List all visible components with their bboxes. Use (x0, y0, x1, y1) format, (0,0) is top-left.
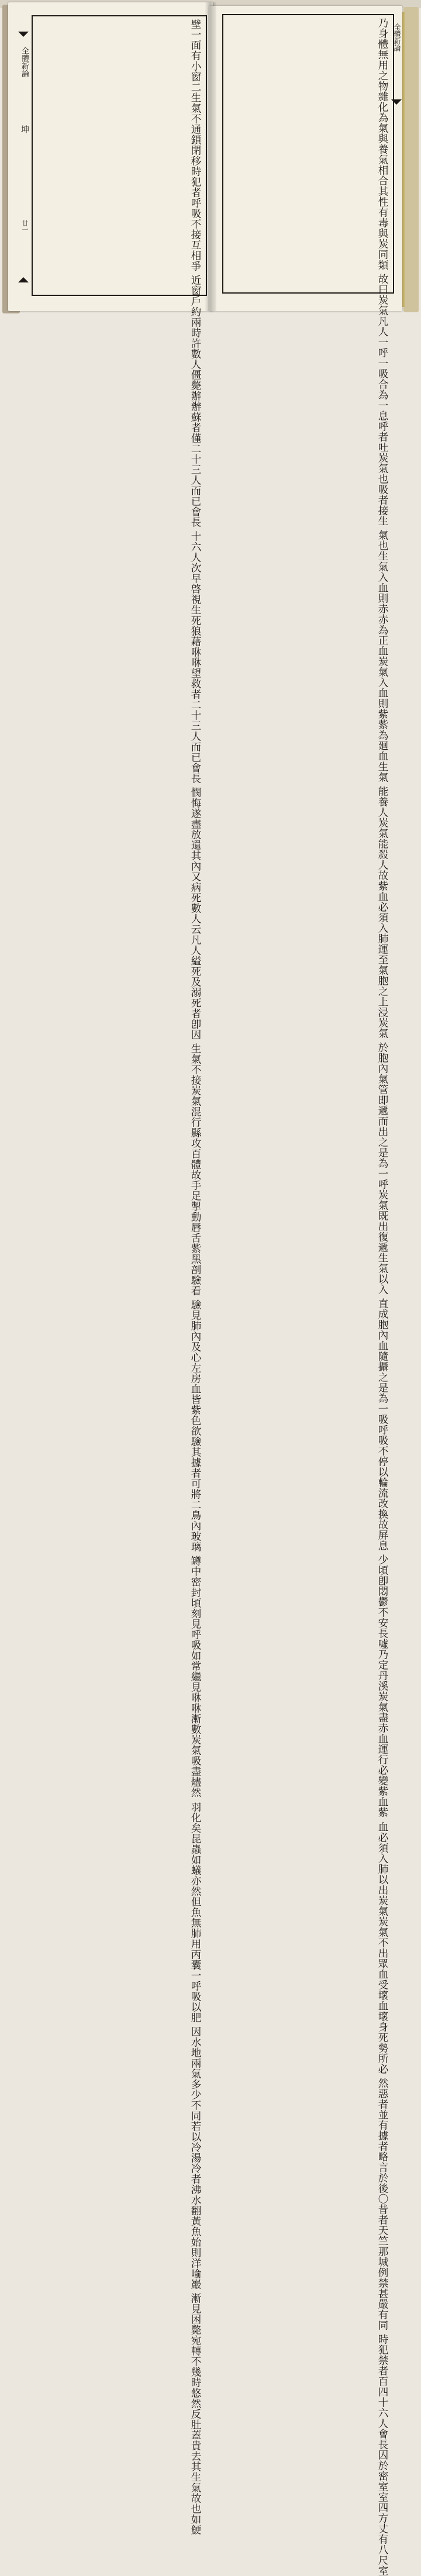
left-text-columns (186, 19, 203, 2535)
text-column: 漸見困斃宛轉不幾時悠然反肚蓋貴去其生氣故也如鯁 (189, 2292, 201, 2535)
text-column: 氣也生氣入血則赤赤為正血炭氣入血則紫紫為廻血生氣 (377, 530, 388, 783)
text-column: 乃身體無用之物雜化為氣與養氣相合其性有毒與炭同類 (377, 18, 388, 270)
left-margin-title: 全體新論 (20, 47, 29, 77)
fishtail-bottom-mark (18, 277, 29, 282)
volume-mark: 坤 (20, 125, 29, 133)
text-column: 於胞內氣管即遞而出之是為一呼炭氣既出復遞生氣以入 (377, 1042, 388, 1295)
text-column: 十六人次早啓視生死狼藉咻咻望救者二十三人而已會長 (189, 531, 201, 784)
text-column: 生氣不接炭氣混行縣攻百體故手足掣動唇舌紫黑剖驗看 (189, 1043, 201, 1296)
text-column: 驗見肺內及心左房血皆紫色欲驗其據者可將二鳥內玻璃 (189, 1299, 201, 1553)
leaf-number: 廿一 (21, 220, 29, 233)
text-column: 血必須入肺以出炭氣炭氣不出眾血受壞血壞身死勢所必 (377, 1821, 388, 2074)
right-margin-title: 全體新論 (393, 23, 401, 51)
text-column: 時犯禁者百四十六人會長囚於密室室四方丈有八尺室 (377, 2333, 388, 2576)
text-column: 罇中密封頃刻見呼吸如常繼見咻咻漸數炭氣吸盡燼然 (189, 1556, 201, 1798)
text-column: 能養人炭氣能殺人故紫血必須入肺運至氣胞之上浸炭氣 (377, 786, 388, 1039)
left-page (8, 2, 213, 2535)
text-column: 近窗戶約兩時許數人僵斃辦辦蘇者僅二十三人而已會長 (189, 275, 201, 528)
fishtail-top-mark-right (391, 99, 402, 105)
left-text-frame (32, 15, 207, 2535)
text-column: 直成胞內血隨攝之是為一吸呼吸不停以輪流改換故屏息 (377, 1298, 388, 1551)
text-column: 因水地兩氣多少不同若以冷湯冷者沸水翻黃魚始則洋喻巖 (189, 2026, 201, 2289)
text-column: 然惡者並有據者略言於後〇昔者天竺那城例禁甚嚴有同 (377, 2077, 388, 2330)
text-column: 憫悔遂盡放還其內又病死數人云凡人縊死及溺死者卽因 (189, 787, 201, 1040)
book-gutter (205, 2, 216, 311)
right-page (209, 6, 402, 2576)
text-column: 羽化矣昆蟲如蟻亦然但魚無肺用丙囊一呼吸以肥 (189, 1801, 201, 2023)
text-column: 故曰炭氣凡人一呼一吸合為一息呼者吐炭氣也吸者接生 (377, 274, 388, 527)
right-cover-board (403, 7, 419, 312)
text-column: 少頃卽悶鬱不安長噓乃定丹溪炭氣盡赤血運行必變紫血紫 (377, 1554, 388, 1818)
right-text-frame (222, 14, 394, 2576)
right-text-columns (373, 18, 391, 2576)
text-column: 壁一面有小窗二生氣不通鎖閉移時犯者呼吸不接互相爭 (189, 19, 201, 271)
fishtail-top-mark (18, 32, 29, 37)
